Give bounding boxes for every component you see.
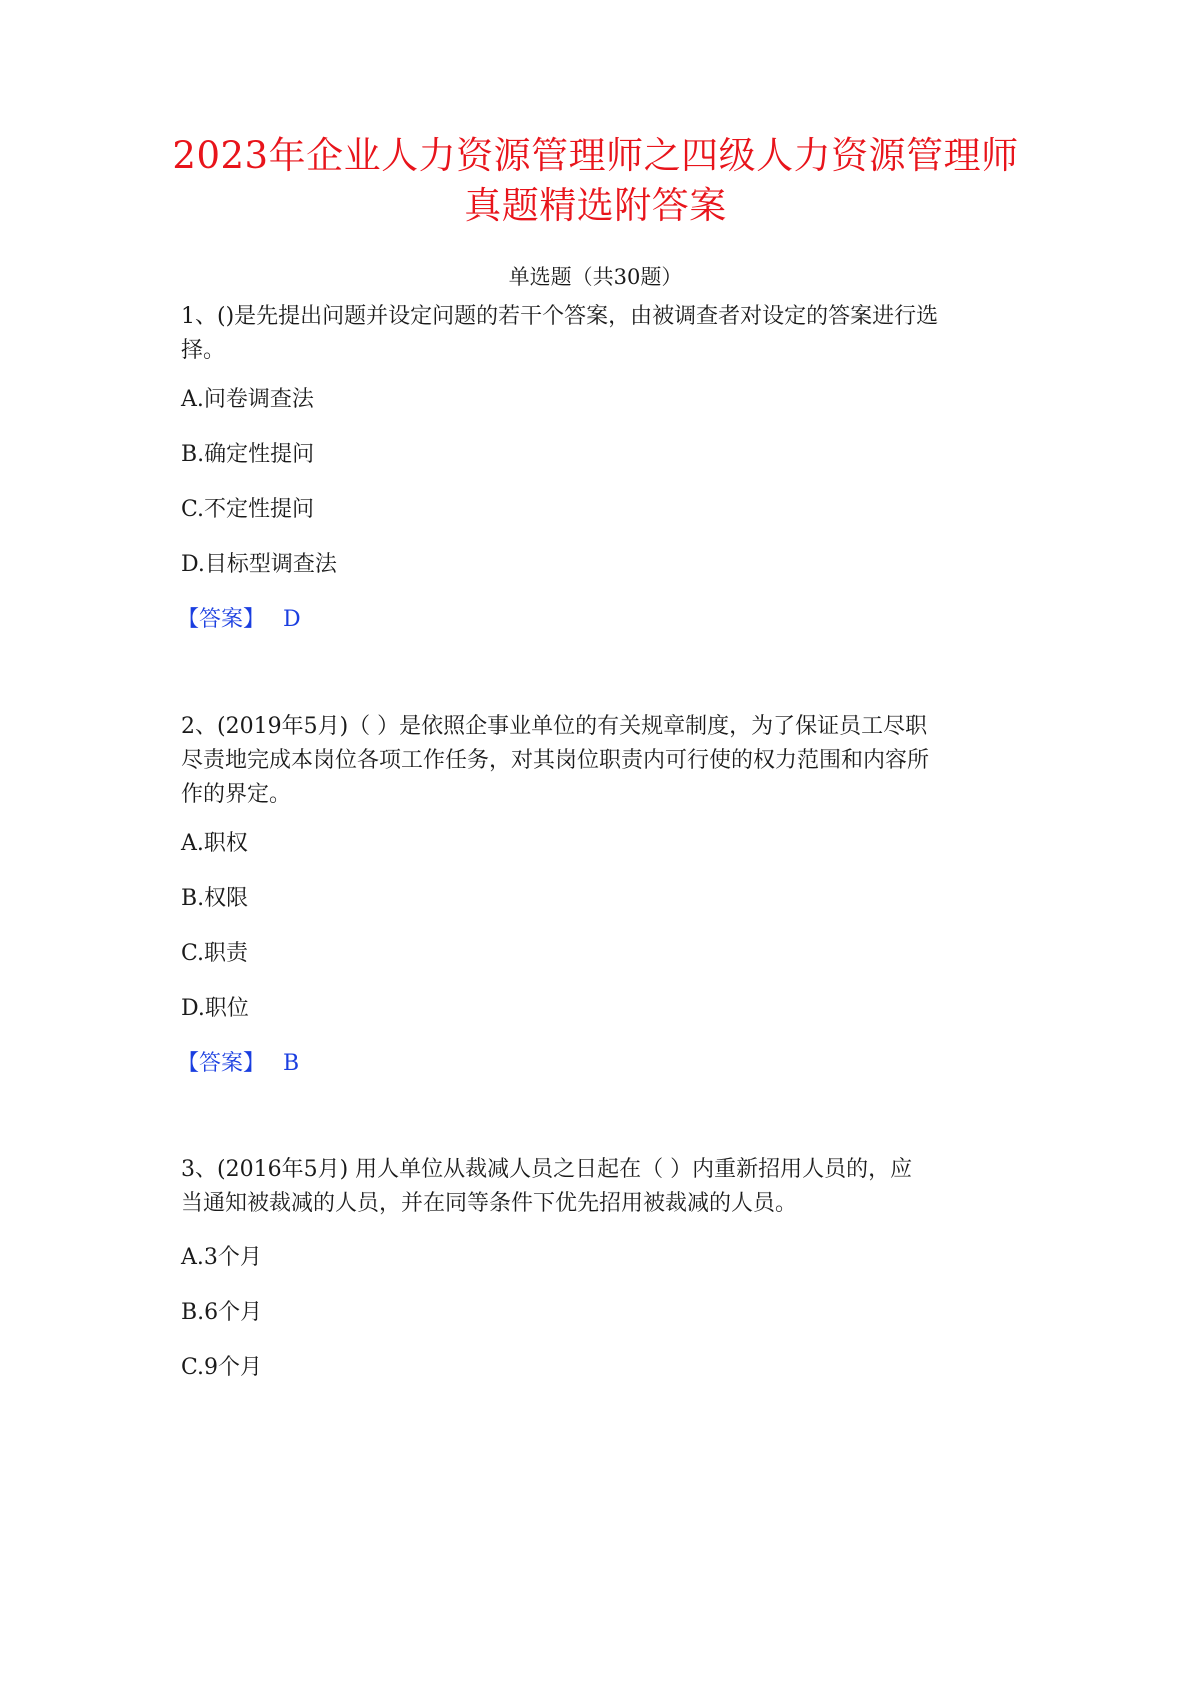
- answer-label: 【答案】: [177, 1051, 266, 1076]
- question-2-option-d: D.职位: [181, 996, 249, 1021]
- question-2-answer: [177, 1049, 577, 1079]
- question-2-stem-line: 2、(2019年5月)（ ）是依照企事业单位的有关规章制度，为了保证员工尽职: [181, 714, 928, 739]
- question-1-answer: [177, 605, 577, 635]
- question-1-option-a: A.问卷调查法: [181, 387, 314, 412]
- question-3-stem-line: 当通知被裁减的人员，并在同等条件下优先招用被裁减的人员。: [181, 1191, 798, 1216]
- question-1-option-d: D.目标型调查法: [181, 552, 337, 577]
- answer-value: D: [283, 607, 301, 632]
- document-title-line-2: 真题精选附答案: [464, 184, 727, 227]
- question-2-option-a: A.职权: [181, 831, 248, 856]
- question-2-stem-line: 尽责地完成本岗位各项工作任务，对其岗位职责内可行使的权力范围和内容所: [181, 748, 930, 773]
- question-3-option-a: A.3个月: [181, 1245, 262, 1270]
- question-3-stem: [181, 1153, 1011, 1221]
- question-1-stem: [181, 300, 1011, 368]
- question-3-option-b: B.6个月: [181, 1300, 263, 1325]
- answer-label: 【答案】: [177, 607, 266, 632]
- document-title-line-1: 2023年企业人力资源管理师之四级人力资源管理师: [172, 134, 1019, 177]
- question-2-stem-line: 作的界定。: [181, 782, 292, 807]
- answer-value: B: [283, 1051, 300, 1076]
- question-1-option-c: C.不定性提问: [181, 497, 315, 522]
- question-1-stem-line: 择。: [181, 338, 226, 363]
- question-3-stem-line: 3、(2016年5月) 用人单位从裁减人员之日起在（ ）内重新招用人员的，应: [181, 1157, 913, 1182]
- question-3-option-c: C.9个月: [181, 1355, 263, 1380]
- question-2-option-c: C.职责: [181, 941, 249, 966]
- question-1-option-b: B.确定性提问: [181, 442, 315, 467]
- question-2-stem: [181, 710, 1011, 812]
- question-1-stem-line: 1、()是先提出问题并设定问题的若干个答案，由被调查者对设定的答案进行选: [181, 304, 939, 329]
- section-heading: 单选题（共30题）: [508, 265, 683, 289]
- question-2-option-b: B.权限: [181, 886, 249, 911]
